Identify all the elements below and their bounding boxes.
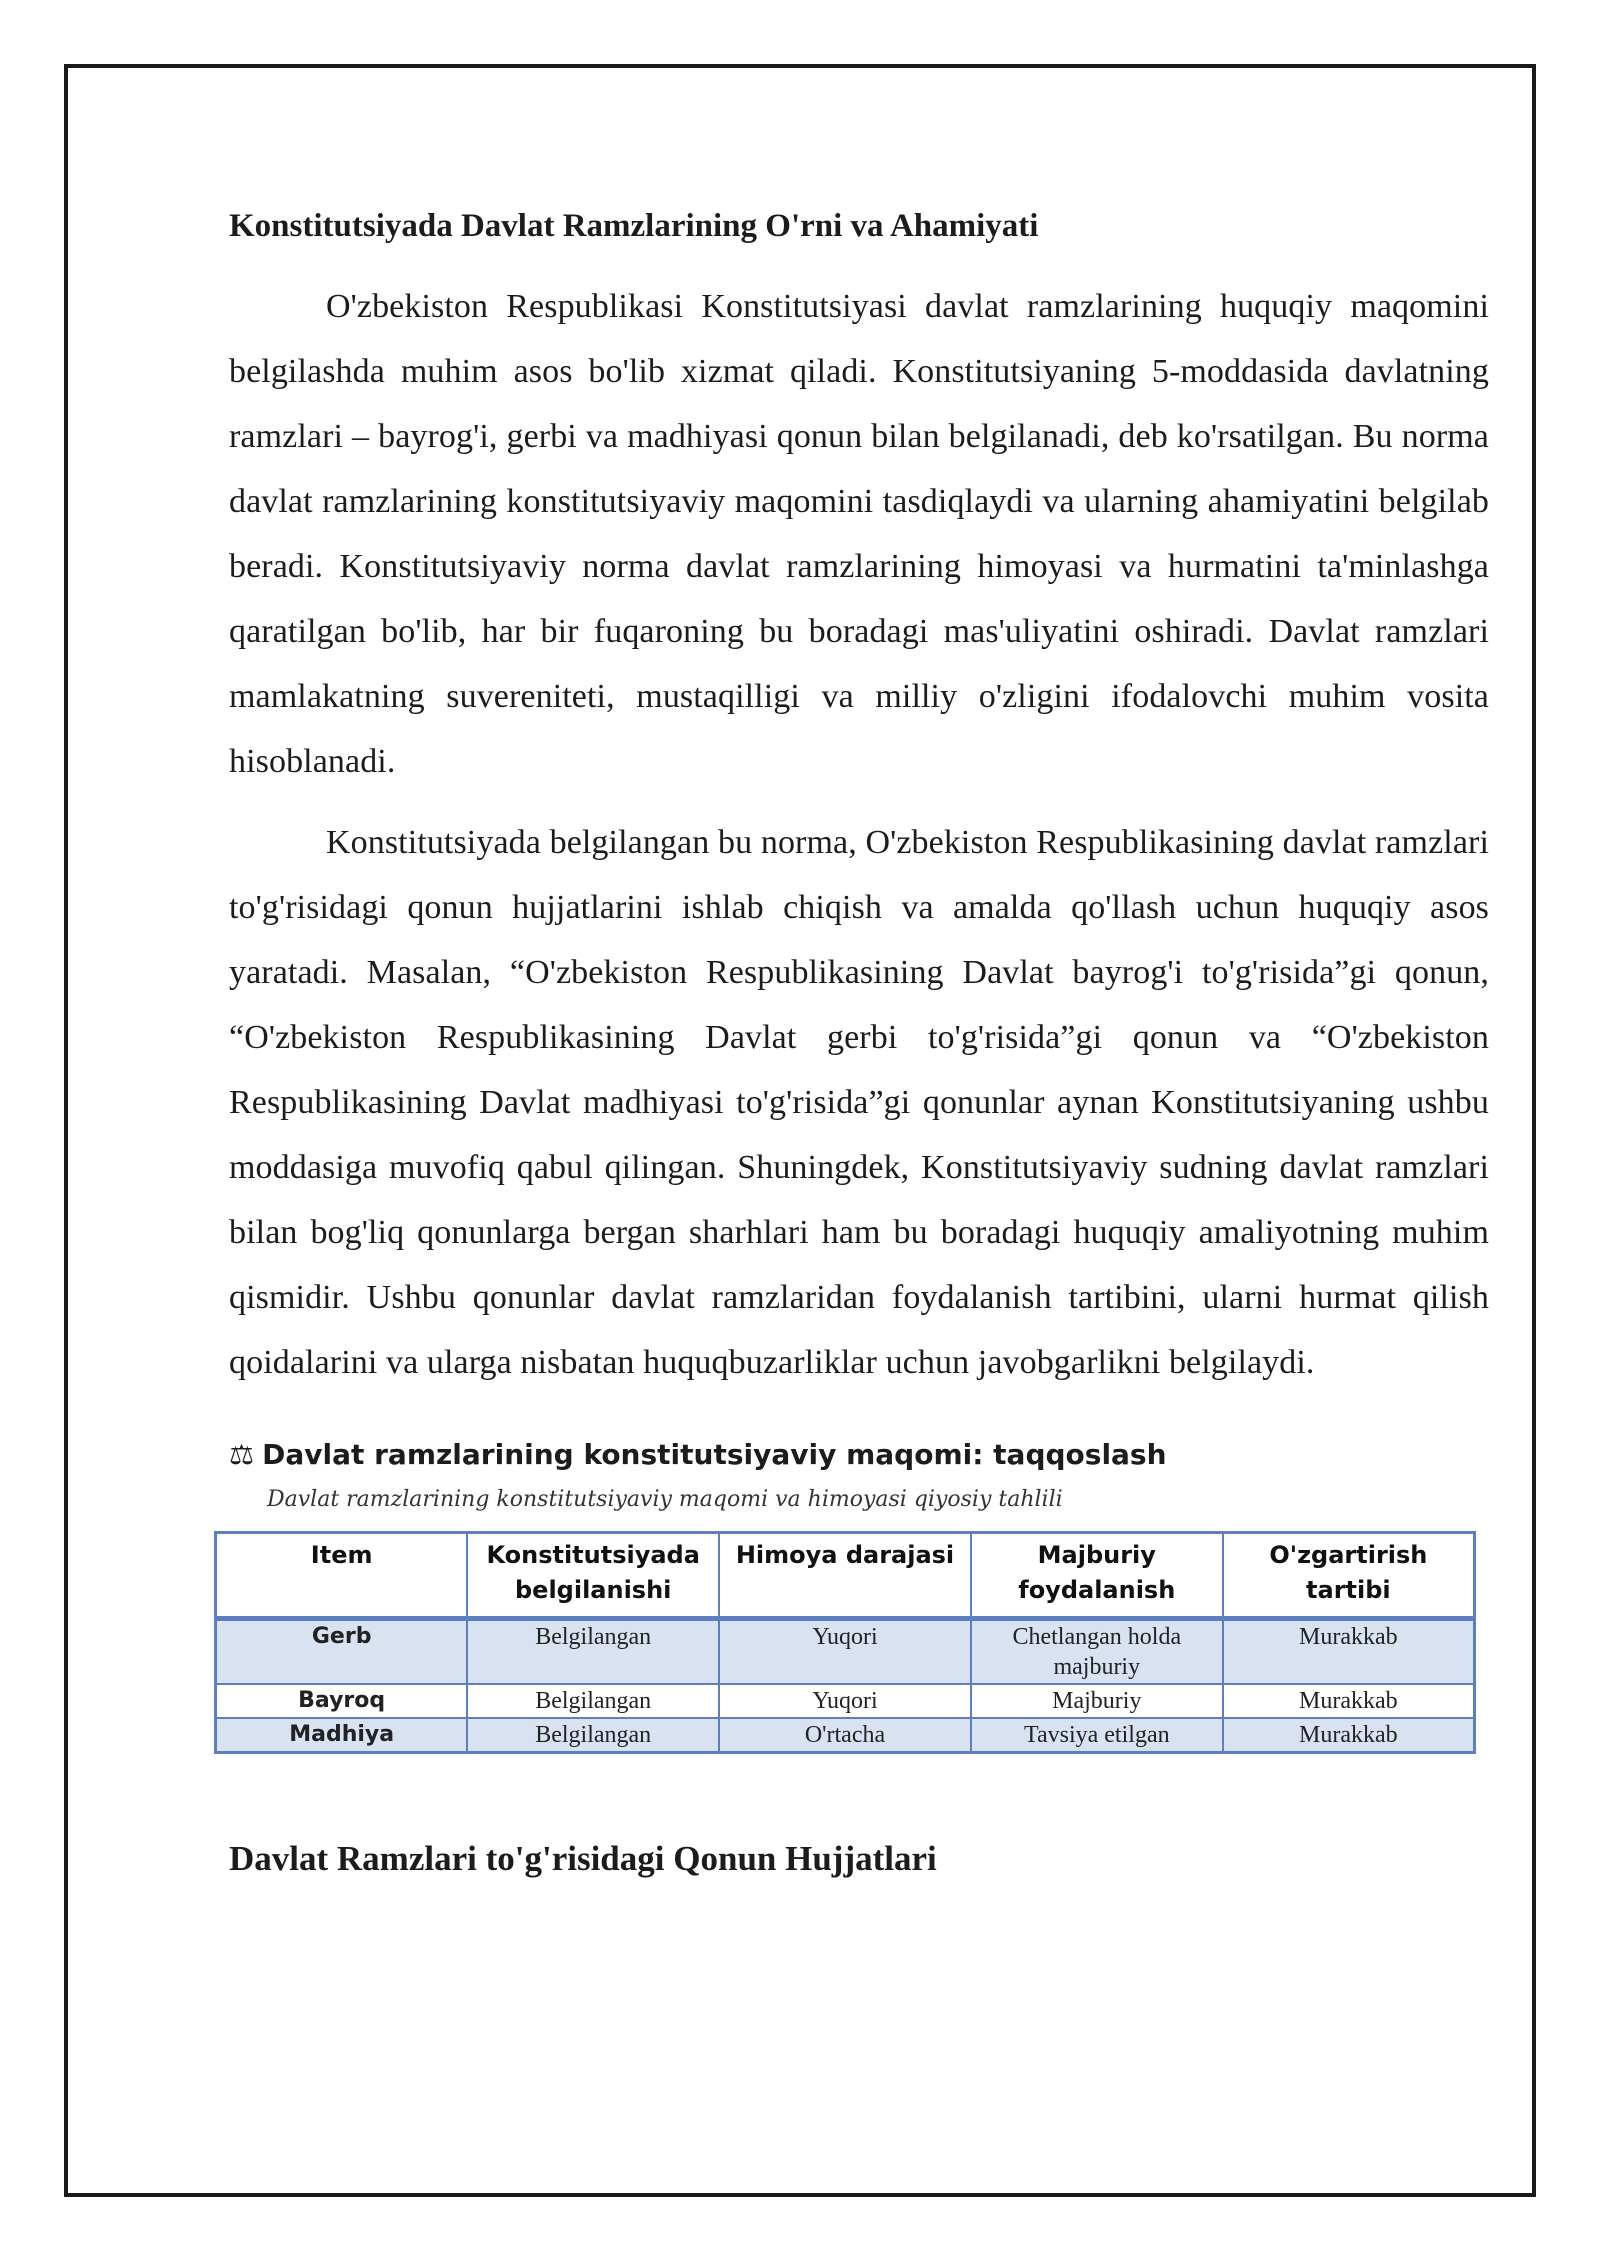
table-cell: Tavsiya etilgan [971, 1718, 1223, 1753]
table-cell: Murakkab [1223, 1718, 1475, 1753]
table-row [216, 1684, 1475, 1718]
section-title: Konstitutsiyada Davlat Ramzlarining O'rni va Ahamiyati [229, 208, 1039, 244]
table-cell: Chetlangan holda majburiy [971, 1619, 1223, 1685]
table-cell: Majburiy [971, 1684, 1223, 1718]
table-cell: O'rtacha [719, 1718, 971, 1753]
paragraph-1: O'zbekiston Respublikasi Konstitutsiyasi davlat ramzlarining huquqiy maqomini belgilashda muhim asos bo'lib xizmat qiladi. Konstitutsiyaning 5-moddasida davlatning ramzlari – bayrog'i, gerbi va madhiyasi qonun bilan belgilanadi, deb ko'rsatilgan. Bu norma davlat ramzlarining konstitutsiyaviy maqomini tasdiqlaydi va ularning ahamiyatini belgilab beradi. Konstitutsiyaviy norma davlat ramzlarining himoyasi va hurmatini ta'minlashga qaratilgan bo'lib, har bir fuqaroning bu boradagi mas'uliyatini oshiradi. Davlat ramzlari mamlakatning suvereniteti, mustaqilligi va milliy o'zligini ifodalovchi muhim vosita hisoblanadi. [229, 288, 1489, 780]
table-row [216, 1619, 1475, 1685]
header-protection: Himoya darajasi [719, 1533, 971, 1619]
table-cell: Yuqori [719, 1684, 971, 1718]
table-header-row [216, 1533, 1475, 1619]
table-cell: Murakkab [1223, 1619, 1475, 1685]
table-cell: Bayroq [216, 1684, 468, 1718]
header-item: Item [216, 1533, 468, 1619]
next-section-title: Davlat Ramzlari to'g'risidagi Qonun Hujjatlari [229, 1839, 937, 1878]
scales-icon: ⚖ [229, 1438, 255, 1471]
table-cell: Gerb [216, 1619, 468, 1685]
document-body [229, 196, 1489, 1884]
table-cell: Belgilangan [467, 1684, 719, 1718]
comparison-table [214, 1531, 1476, 1754]
table-caption-text: Davlat ramzlarining konstitutsiyaviy maqomi: taqqoslash [262, 1438, 1167, 1471]
table-cell: Belgilangan [467, 1718, 719, 1753]
header-mandatory: Majburiy foydalanish [971, 1533, 1223, 1619]
table-subcaption: Davlat ramzlarining konstitutsiyaviy maqomi va himoyasi qiyosiy tahlili [267, 1487, 1063, 1512]
table-cell: Yuqori [719, 1619, 971, 1685]
table-row [216, 1718, 1475, 1753]
header-amendment: O'zgartirish tartibi [1223, 1533, 1475, 1619]
table-cell: Belgilangan [467, 1619, 719, 1685]
header-constitution: Konstitutsiyada belgilanishi [467, 1533, 719, 1619]
paragraph-2: Konstitutsiyada belgilangan bu norma, O'zbekiston Respublikasining davlat ramzlari to'g'risidagi qonun hujjatlarini ishlab chiqish va amalda qo'llash uchun huquqiy asos yaratadi. Masalan, “O'zbekiston Respublikasining Davlat bayrog'i to'g'risida”gi qonun, “O'zbekiston Respublikasining Davlat gerbi to'g'risida”gi qonun va “O'zbekiston Respublikasining Davlat madhiyasi to'g'risida”gi qonunlar aynan Konstitutsiyaning ushbu moddasiga muvofiq qabul qilingan. Shuningdek, Konstitutsiyaviy sudning davlat ramzlari bilan bog'liq qonunlarga bergan sharhlari ham bu boradagi huquqiy amaliyotning muhim qismidir. Ushbu qonunlar davlat ramzlaridan foydalanish tartibini, ularni hurmat qilish qoidalarini va ularga nisbatan huquqbuzarliklar uchun javobgarlikni belgilaydi. [229, 824, 1489, 1381]
table-cell: Murakkab [1223, 1684, 1475, 1718]
table-cell: Madhiya [216, 1718, 468, 1753]
table-caption [229, 1433, 1489, 1477]
